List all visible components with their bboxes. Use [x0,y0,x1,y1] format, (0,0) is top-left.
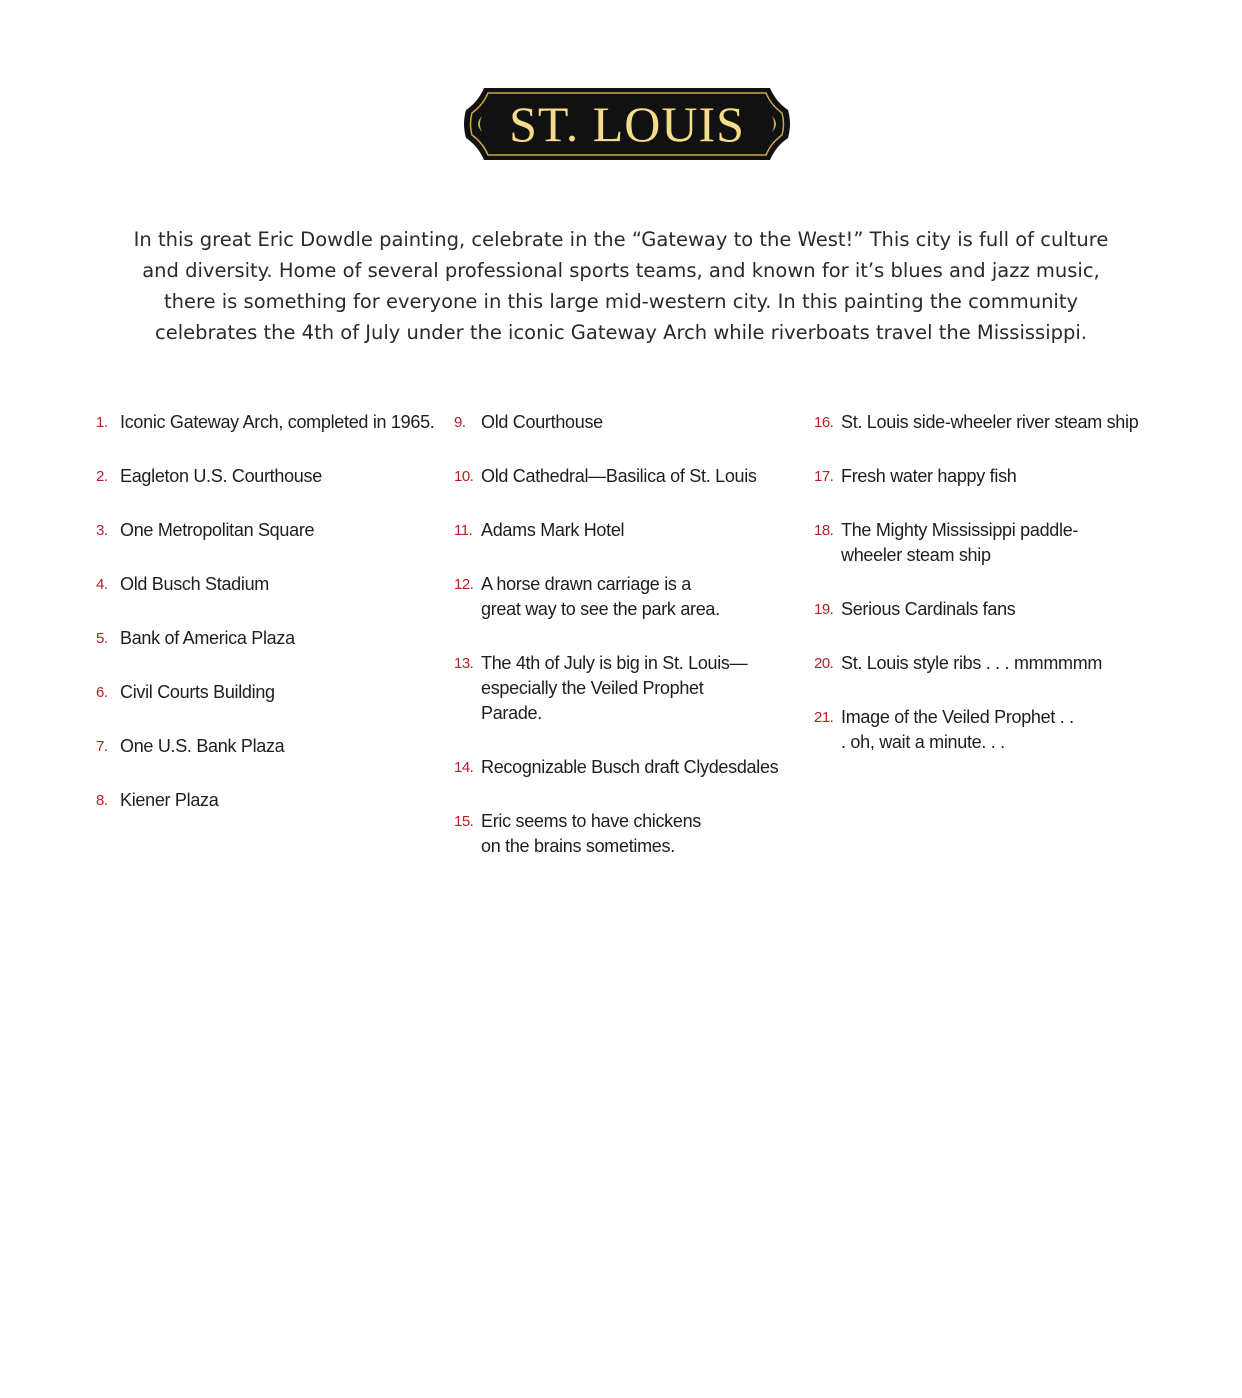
intro-paragraph [130,224,1112,348]
item-number: 15. [454,813,474,830]
legend-item [454,809,794,859]
legend-item [96,464,436,489]
item-label: Iconic Gateway Arch, completed in 1965. [120,412,435,432]
item-number: 17. [814,468,834,485]
legend-item [96,626,436,651]
legend-item [454,755,794,780]
item-label: Kiener Plaza [120,790,219,810]
legend-item [454,572,794,622]
item-label: Eagleton U.S. Courthouse [120,466,322,486]
item-label: Civil Courts Building [120,682,275,702]
item-label: Serious Cardinals fans [841,599,1016,619]
legend-item [96,734,436,759]
legend-item [454,518,794,543]
item-label: Fresh water happy fish [841,466,1017,486]
item-number: 10. [454,468,474,485]
item-number: 11. [454,522,473,539]
item-number: 5. [96,630,108,647]
legend-item [454,464,794,489]
legend-item [96,410,436,435]
legend-item [814,464,1154,489]
legend-item [814,705,1154,755]
item-number: 7. [96,738,108,755]
item-label: One Metropolitan Square [120,520,315,540]
legend-column-3 [814,410,1154,784]
item-label: The Mighty Mississippi paddle- wheeler steam ship [841,520,1079,565]
legend-item [96,518,436,543]
item-number: 9. [454,414,466,431]
item-label: A horse drawn carriage is a great way to see the park area. [481,574,720,619]
item-number: 21. [814,709,834,726]
item-number: 13. [454,655,474,672]
legend-item [454,651,794,726]
page-title: ST. LOUIS [509,96,745,152]
item-number: 14. [454,759,474,776]
item-number: 4. [96,576,108,593]
item-label: Image of the Veiled Prophet . . . oh, wait a minute. . . [841,707,1074,752]
item-number: 18. [814,522,834,539]
item-number: 6. [96,684,108,701]
legend-item [96,788,436,813]
title-plaque [462,88,792,160]
legend-item [454,410,794,435]
legend-item [814,410,1154,435]
legend-column-1 [96,410,436,842]
legend-item [96,572,436,597]
item-label: St. Louis style ribs . . . mmmmmm [841,653,1103,673]
item-number: 20. [814,655,834,672]
item-label: Adams Mark Hotel [481,520,625,540]
item-label: Old Courthouse [481,412,603,432]
item-label: Recognizable Busch draft Clydesdales [481,757,779,777]
item-number: 12. [454,576,474,593]
item-label: Eric seems to have chickens on the brains sometimes. [481,811,701,856]
item-label: Old Cathedral—Basilica of St. Louis [481,466,757,486]
intro-text: In this great Eric Dowdle painting, celebrate in the “Gateway to the West!” This city is full of culture and diversity. Home of several professional sports teams, and known for it’s blues and jazz music, there is something for everyone in this large mid-western city. In this painting the community celebrates the 4th of July under the iconic Gateway Arch while riverboats travel the Mississippi. [133,228,1109,344]
item-label: The 4th of July is big in St. Louis— especially the Veiled Prophet Parade. [481,653,748,723]
legend-item [814,597,1154,622]
item-number: 16. [814,414,834,431]
legend-item [814,518,1154,568]
legend-item [814,651,1154,676]
item-number: 3. [96,522,108,539]
item-number: 8. [96,792,108,809]
legend-column-2 [454,410,794,888]
item-label: Bank of America Plaza [120,628,295,648]
item-number: 1. [96,414,108,431]
item-number: 19. [814,601,834,618]
item-label: Old Busch Stadium [120,574,269,594]
item-label: St. Louis side-wheeler river steam ship [841,412,1139,432]
item-label: One U.S. Bank Plaza [120,736,285,756]
legend-item [96,680,436,705]
item-number: 2. [96,468,108,485]
